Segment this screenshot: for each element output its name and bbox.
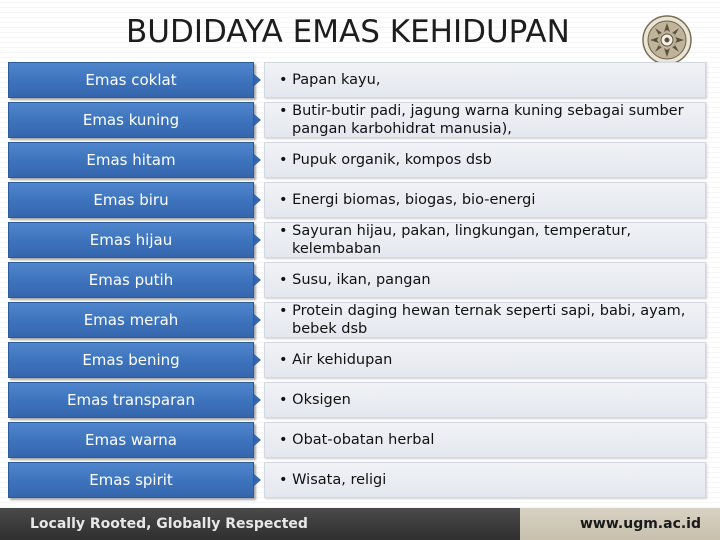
row-text: • Butir-butir padi, jagung warna kuning sebagai sumber pangan karbohidrat manusia), xyxy=(279,103,684,137)
university-seal-icon xyxy=(641,14,693,66)
row-content-box xyxy=(264,342,706,378)
row-text: • Sayuran hijau, pakan, lingkungan, temperatur, kelembaban xyxy=(279,223,632,257)
row-label-box xyxy=(8,422,254,458)
footer-url: www.ugm.ac.id xyxy=(580,516,702,532)
arrow-icon xyxy=(254,274,261,286)
row-text: • Pupuk organik, kompos dsb xyxy=(279,152,492,168)
row-text: • Obat-obatan herbal xyxy=(279,432,435,448)
row-content-box xyxy=(264,462,706,498)
arrow-icon xyxy=(254,474,261,486)
row-label: Emas biru xyxy=(93,191,169,209)
arrow-icon xyxy=(254,74,261,86)
row-label: Emas spirit xyxy=(89,471,173,489)
arrow-icon xyxy=(254,434,261,446)
row-content-box xyxy=(264,422,706,458)
list-item xyxy=(8,142,706,178)
row-content-box xyxy=(264,222,706,258)
list-item xyxy=(8,62,706,98)
row-content-box xyxy=(264,262,706,298)
list-item xyxy=(8,422,706,458)
row-content-box xyxy=(264,302,706,338)
slide-title: BUDIDAYA EMAS KEHIDUPAN xyxy=(126,14,570,50)
row-label: Emas hitam xyxy=(86,151,176,169)
row-text: • Air kehidupan xyxy=(279,352,393,368)
row-label: Emas hijau xyxy=(89,231,173,249)
list-item xyxy=(8,222,706,258)
arrow-icon xyxy=(254,154,261,166)
row-label-box xyxy=(8,302,254,338)
list-item xyxy=(8,302,706,338)
row-label-box xyxy=(8,262,254,298)
row-content-box xyxy=(264,142,706,178)
row-label-box xyxy=(8,342,254,378)
row-text: • Wisata, religi xyxy=(279,472,387,488)
arrow-icon xyxy=(254,354,261,366)
row-label: Emas putih xyxy=(88,271,174,289)
row-content-box xyxy=(264,102,706,138)
list-item xyxy=(8,342,706,378)
row-label-box xyxy=(8,62,254,98)
row-label-box xyxy=(8,462,254,498)
row-text: • Protein daging hewan ternak seperti sapi, babi, ayam, bebek dsb xyxy=(279,303,686,337)
row-text: • Energi biomas, biogas, bio-energi xyxy=(279,192,536,208)
row-label-box xyxy=(8,222,254,258)
row-label-box xyxy=(8,142,254,178)
arrow-icon xyxy=(254,194,261,206)
footer-slogan: Locally Rooted, Globally Respected xyxy=(30,516,308,532)
row-text: • Susu, ikan, pangan xyxy=(279,272,431,288)
arrow-icon xyxy=(254,234,261,246)
row-label-box xyxy=(8,382,254,418)
list-item xyxy=(8,262,706,298)
row-content-box xyxy=(264,382,706,418)
arrow-icon xyxy=(254,314,261,326)
row-content-box xyxy=(264,62,706,98)
row-label: Emas warna xyxy=(85,431,177,449)
list-item xyxy=(8,102,706,138)
row-text: • Oksigen xyxy=(279,392,351,408)
row-text: • Papan kayu, xyxy=(279,72,381,88)
arrow-icon xyxy=(254,114,261,126)
list-item xyxy=(8,382,706,418)
row-label: Emas kuning xyxy=(82,111,180,129)
row-label-box xyxy=(8,182,254,218)
row-label: Emas coklat xyxy=(85,71,177,89)
row-label: Emas transparan xyxy=(66,391,195,409)
list-item xyxy=(8,182,706,218)
row-content-box xyxy=(264,182,706,218)
row-label: Emas bening xyxy=(82,351,180,369)
arrow-icon xyxy=(254,394,261,406)
row-label-box xyxy=(8,102,254,138)
list-item xyxy=(8,462,706,498)
row-label: Emas merah xyxy=(83,311,179,329)
